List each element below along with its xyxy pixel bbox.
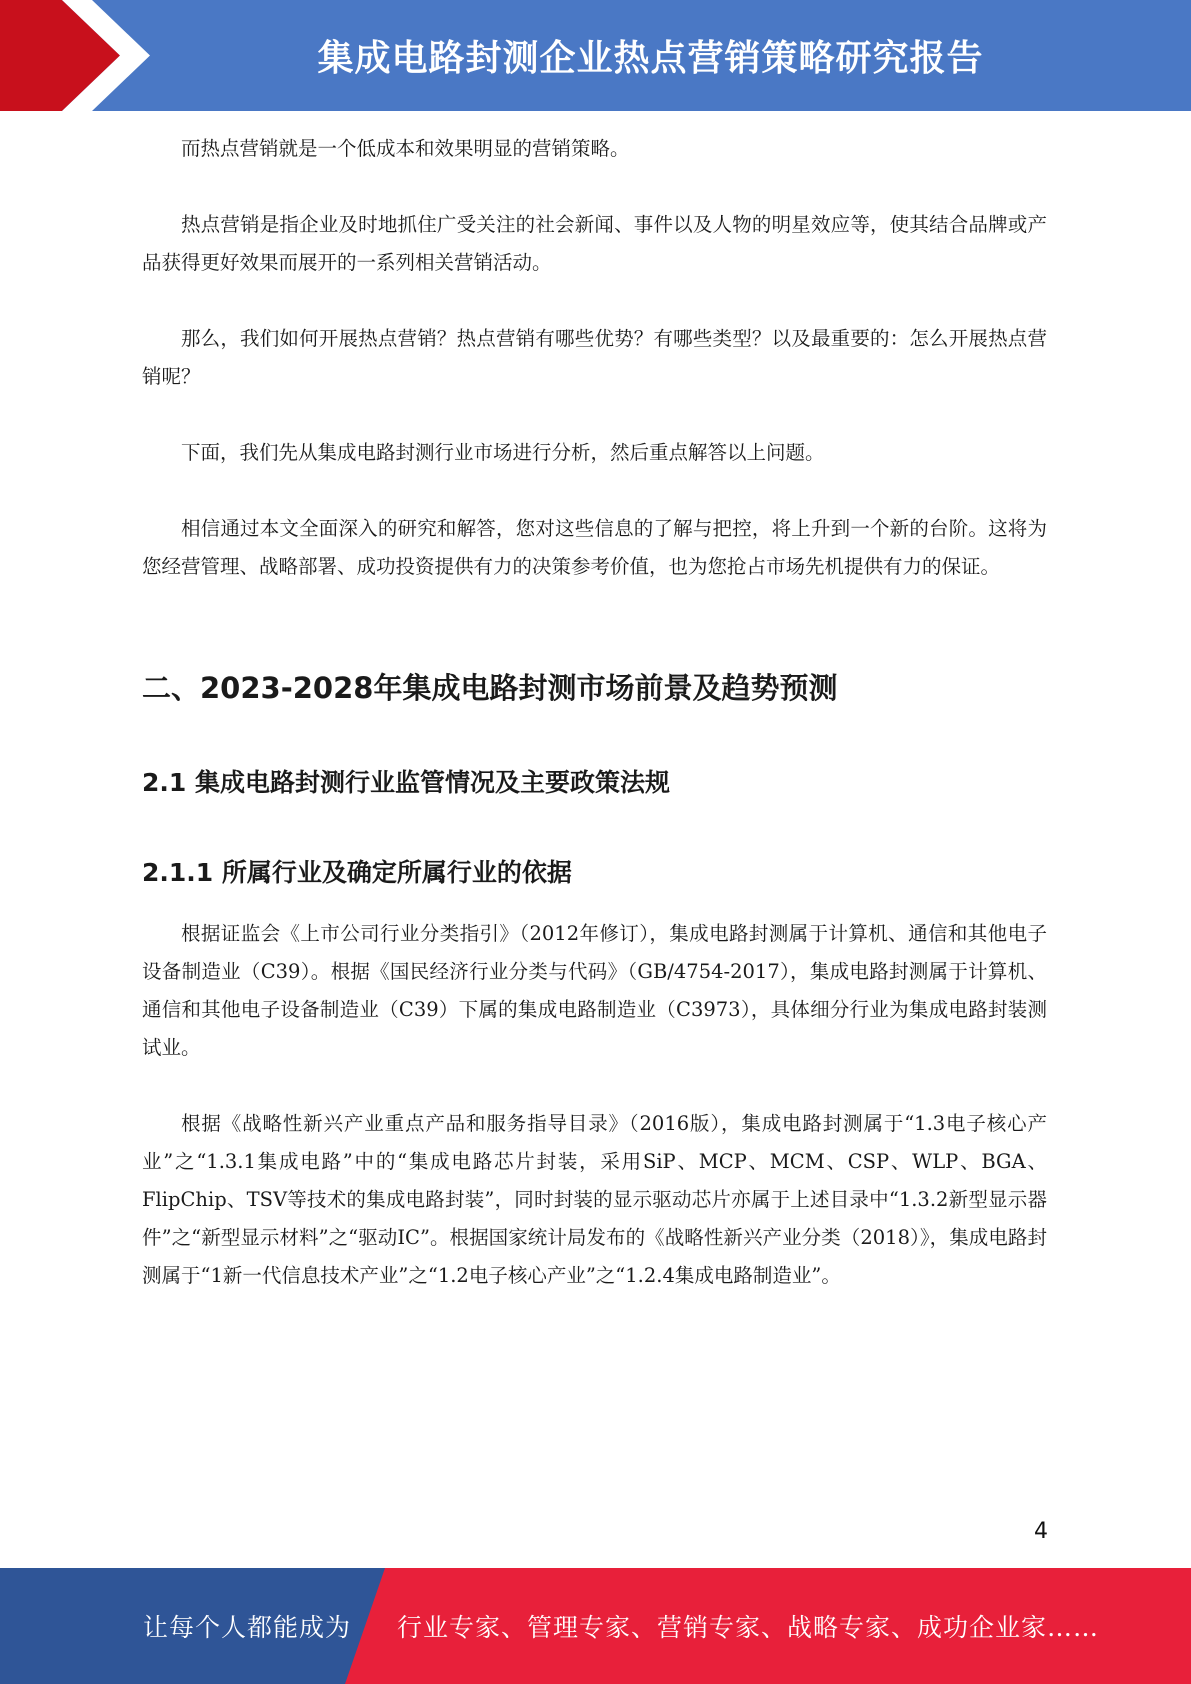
intro-paragraph-4: 下面，我们先从集成电路封测行业市场进行分析，然后重点解答以上问题。 xyxy=(181,441,825,464)
footer-slogan-left: 让每个人都能成为 xyxy=(143,1613,352,1642)
intro-paragraph-5: 相信通过本文全面深入的研究和解答，您对这些信息的了解与把控，将上升到一个新的台阶。这将为您经营管理、战略部署、成功投资提供有力的决策参考价值，也为您抢占市场先机提供有力的保证。 xyxy=(142,517,1047,578)
section-heading: 二、2023-2028年集成电路封测市场前景及趋势预测 xyxy=(142,671,838,705)
intro-paragraph-3: 那么，我们如何开展热点营销？热点营销有哪些优势？有哪些类型？以及最重要的：怎么开展热点营销呢？ xyxy=(142,327,1047,388)
report-title: 集成电路封测企业热点营销策略研究报告 xyxy=(317,38,984,79)
footer-slogan-right: 行业专家、管理专家、营销专家、战略专家、成功企业家…… xyxy=(397,1613,1100,1642)
header-chevron-decoration xyxy=(0,0,150,111)
body-paragraph-1: 根据证监会《上市公司行业分类指引》（2012年修订），集成电路封测属于计算机、通信和其他电子设备制造业（C39）。根据《国民经济行业分类与代码》（GB/4754-2017），集成电路封测属于计算机、通信和其他电子设备制造业（C39）下属的集成电路制造业（C3973），具体细分行业为集成电路封装测试业。 xyxy=(142,922,1047,1059)
page-number: 4 xyxy=(1034,1519,1048,1544)
main-content xyxy=(142,130,1047,1333)
body-paragraph-2: 根据《战略性新兴产业重点产品和服务指导目录》（2016版），集成电路封测属于“1.3电子核心产业”之“1.3.1集成电路”中的“集成电路芯片封装，采用SiP、MCP、MCM、CSP、WLP、BGA、FlipChip、TSV等技术的集成电路封装”，同时封装的显示驱动芯片亦属于上述目录中“1.3.2新型显示器件”之“新型显示材料”之“驱动IC”。根据国家统计局发布的《战略性新兴产业分类（2018）》，集成电路封测属于“1新一代信息技术产业”之“1.2电子核心产业”之“1.2.4集成电路制造业”。 xyxy=(142,1112,1047,1287)
intro-paragraph-2: 热点营销是指企业及时地抓住广受关注的社会新闻、事件以及人物的明星效应等，使其结合品牌或产品获得更好效果而展开的一系列相关营销活动。 xyxy=(142,213,1047,274)
subsubsection-heading: 2.1.1 所属行业及确定所属行业的依据 xyxy=(142,858,572,887)
subsection-heading: 2.1 集成电路封测行业监管情况及主要政策法规 xyxy=(142,768,670,797)
intro-paragraph-1: 而热点营销就是一个低成本和效果明显的营销策略。 xyxy=(181,137,630,160)
